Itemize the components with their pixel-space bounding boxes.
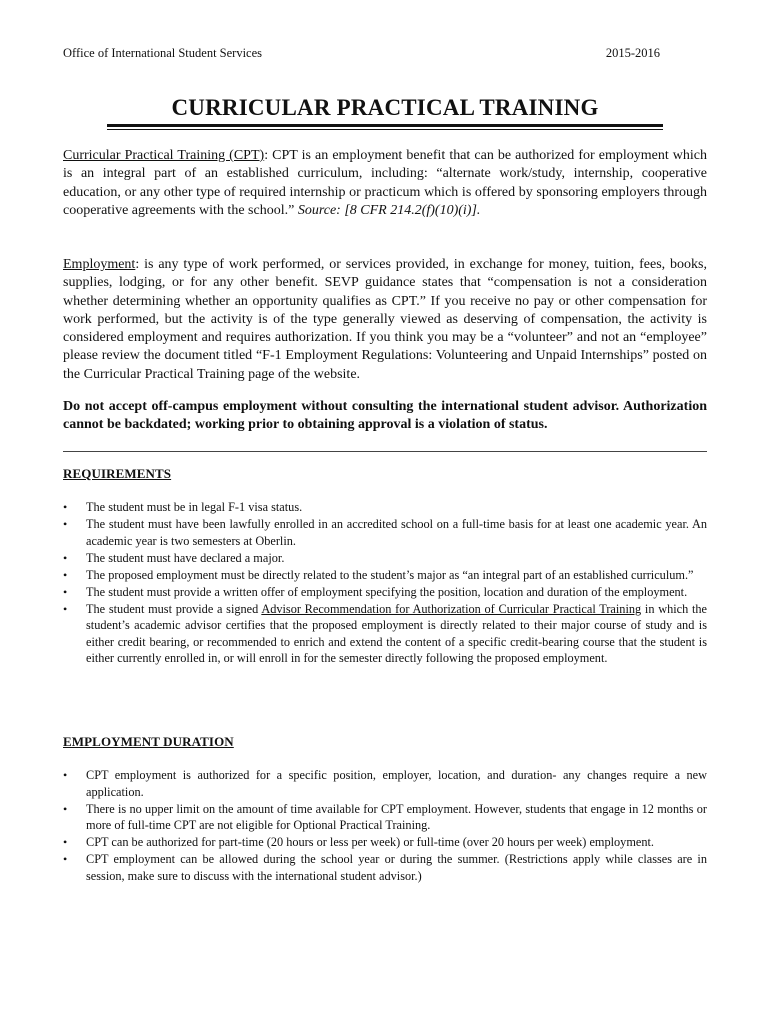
requirements-list	[63, 499, 707, 667]
bullet-icon: •	[63, 500, 68, 514]
section-divider	[63, 451, 707, 452]
duration-heading: EMPLOYMENT DURATION	[63, 734, 234, 749]
employment-term: Employment	[63, 257, 136, 272]
advisor-recommendation-link[interactable]: Advisor Recommendation for Authorization of Curricular Practical Training	[261, 601, 642, 616]
bullet-icon: •	[63, 852, 68, 867]
academic-year: 2015-2016	[605, 46, 660, 60]
list-item: • There is no upper limit on the amount of time available for CPT employment. However, students that engage in 12 months or more of full-time CPT are not eligible for Optional Practical Training.	[63, 801, 707, 833]
bullet-icon: •	[63, 768, 68, 782]
list-item: • The student must have been lawfully enrolled in an accredited school on a full-time basis for at least one academic year. An academic year is two semesters at Oberlin.	[63, 516, 707, 548]
bullet-icon: •	[63, 801, 68, 816]
list-item: • CPT employment is authorized for a specific position, employer, location, and duration- any changes require a new application.	[63, 768, 707, 799]
cpt-term: Curricular Practical Training (CPT)	[63, 148, 265, 163]
cpt-definition	[63, 147, 707, 220]
bullet-icon: •	[63, 584, 68, 599]
title-underline	[107, 124, 663, 130]
requirements-heading: REQUIREMENTS	[63, 466, 172, 481]
office-name: Office of International Student Services	[63, 46, 263, 60]
page-header	[63, 46, 660, 61]
bullet-icon: •	[63, 601, 68, 616]
employment-text: : is any type of work performed, or services provided, in exchange for money, tuition, fees, books, supplies, lodging, or for any other benefit. SEVP guidance states that “compensation is not a consideration whether determining whether an opportunity qualifies as CPT.” If you receive no pay or other compensation for work performed, but the activity is of the type generally viewed as deserving of compensation, the activity is considered employment and requires authorization. If you think you may be a “volunteer” and not an “employee” please review the document titled “F-1 Employment Regulations: Volunteering and Unpaid Internships” posted on the Curricular Practical Training page of the website.	[63, 257, 707, 382]
bullet-icon: •	[63, 835, 68, 850]
list-item: • The student must have declared a major.	[63, 550, 285, 565]
cpt-text: : CPT is an employment benefit that can be authorized for employment which is an integral part of an established curriculum, including: “alternate work/study, internship, cooperative education, or any other type of required internship or practicum which is offered by sponsoring employers through cooperative agreements with the school.”	[63, 148, 707, 218]
list-item: • The student must be in legal F-1 visa status.	[63, 500, 303, 514]
list-item: • CPT can be authorized for part-time (20 hours or less per week) or full-time (over 20 hours per week) employment.	[63, 835, 654, 850]
list-item: • The student must provide a signed Advisor Recommendation for Authorization of Curricular Practical Training in which the student’s academic advisor certifies that the proposed employment is directly related to their major course of study and is either credit bearing, or recommended to enrich and extend the content of a specific credit-bearing course that the student is either currently enrolled in, or will enroll in for the semester directly following the proposed employment.	[63, 601, 707, 666]
list-item: • CPT employment can be allowed during the school year or during the summer. (Restrictions apply while classes are in session, make sure to discuss with the international student advisor.)	[63, 852, 707, 883]
list-item: • The student must provide a written offer of employment specifying the position, location and duration of the employment.	[63, 584, 688, 599]
cpt-source: Source: [8 CFR 214.2(f)(10)(i)].	[297, 202, 481, 218]
employment-definition	[63, 256, 707, 384]
list-item: • The proposed employment must be directly related to the student’s major as “an integral part of an established curriculum.”	[63, 567, 694, 582]
bullet-icon: •	[63, 567, 68, 582]
bullet-icon: •	[63, 516, 68, 531]
duration-list	[63, 767, 707, 885]
warning-notice: Do not accept off-campus employment without consulting the international student advisor. Authorization cannot be backdated; working prior to obtaining approval is a violation of status.	[63, 399, 707, 433]
bullet-icon: •	[63, 550, 68, 565]
page-title: CURRICULAR PRACTICAL TRAINING	[171, 95, 599, 120]
